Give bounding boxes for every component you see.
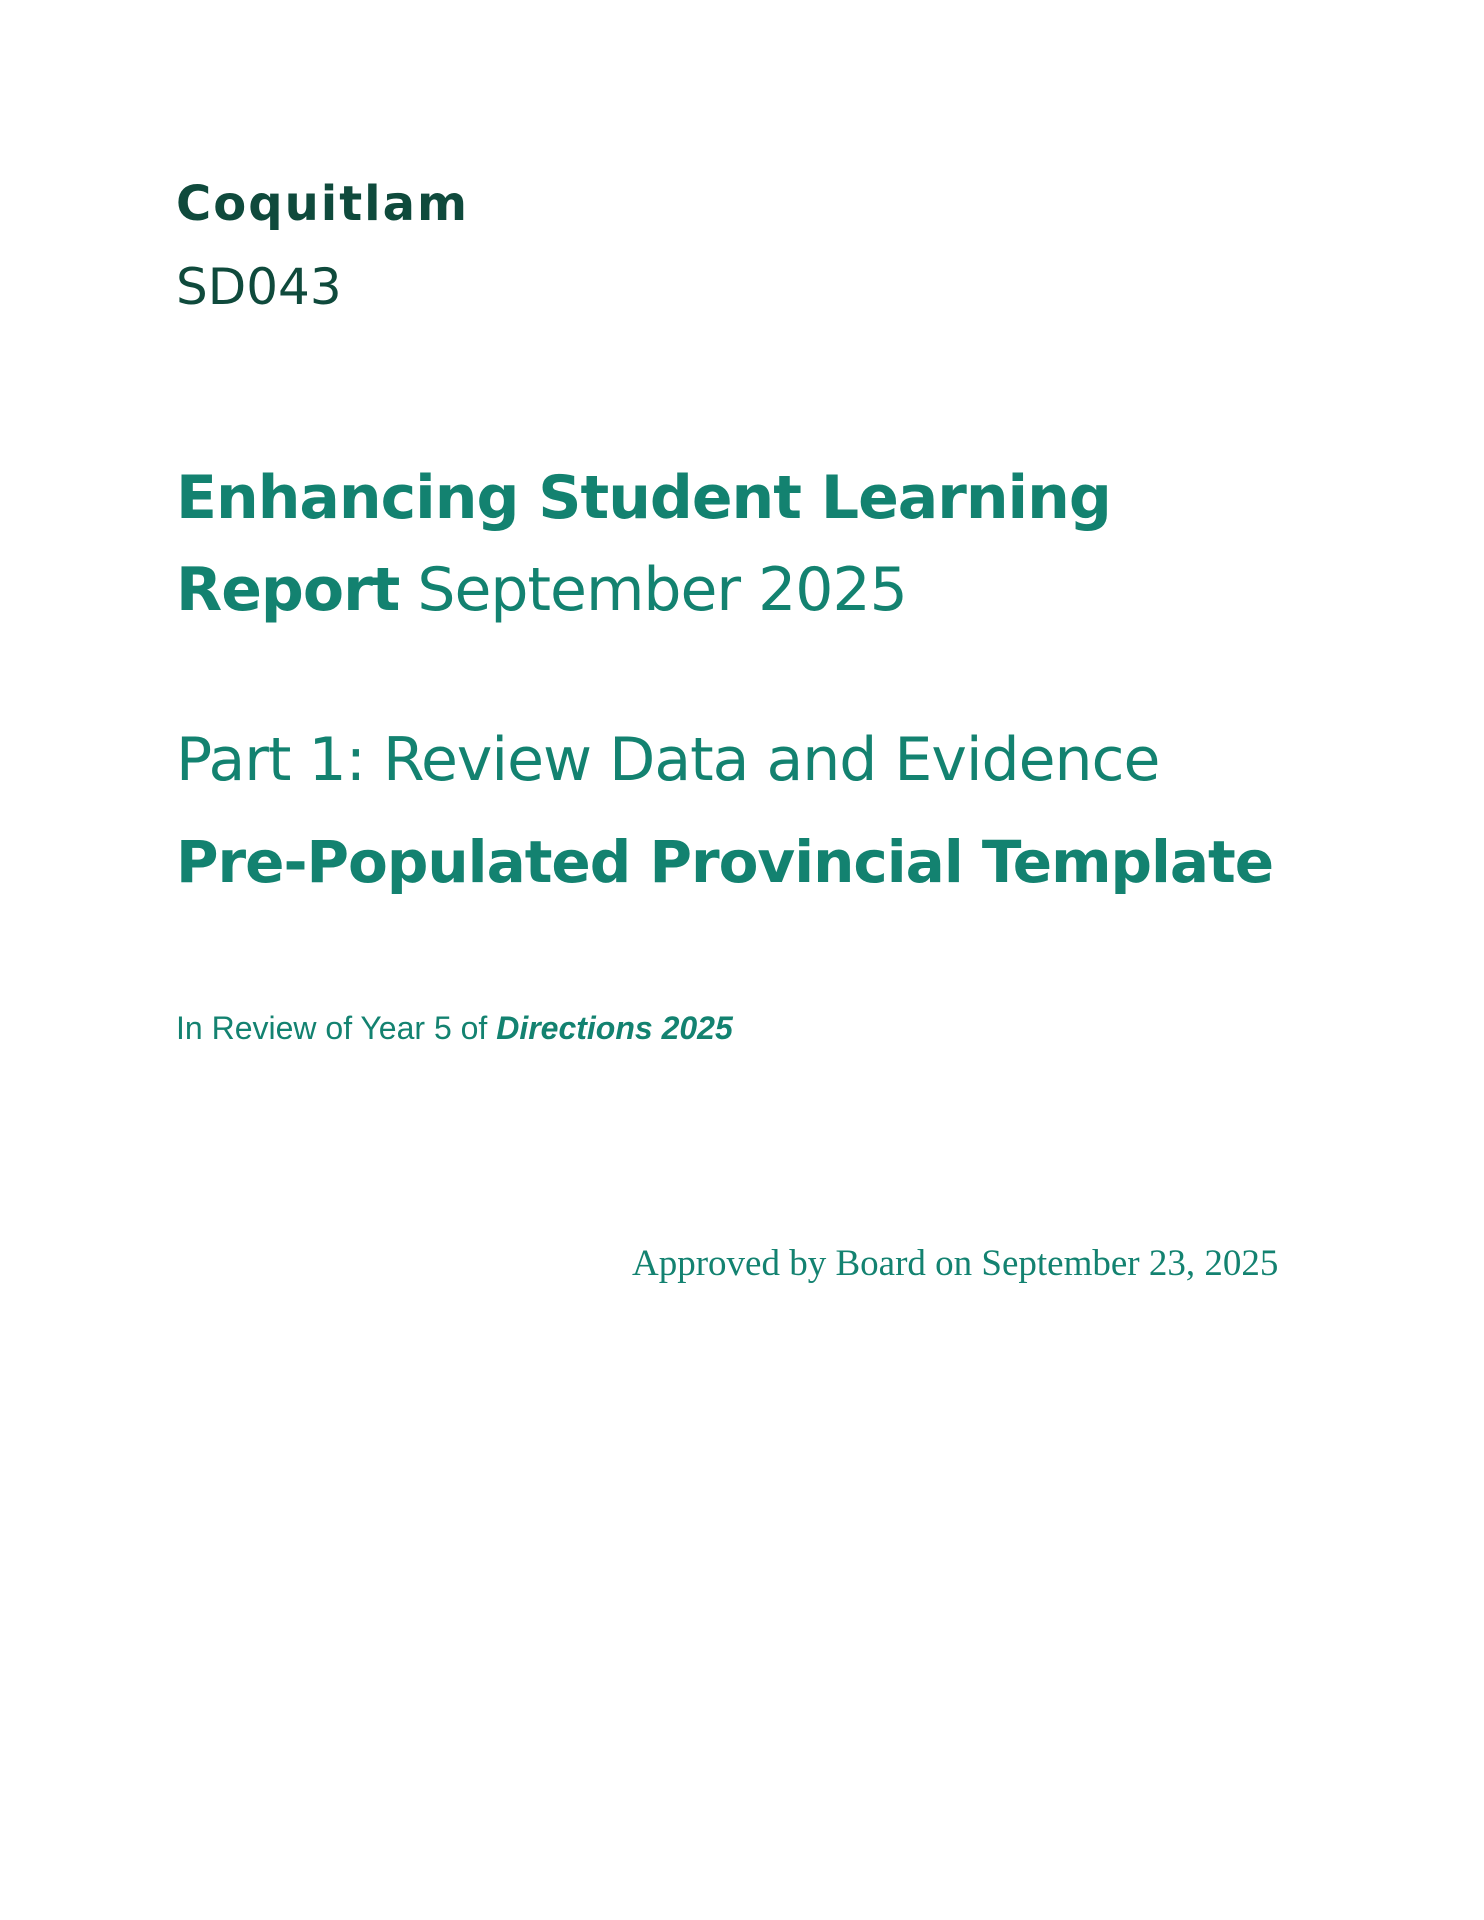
report-title-date: September 2025 bbox=[399, 555, 907, 625]
report-title-line1: Enhancing Student Learning bbox=[176, 463, 1111, 533]
review-prefix: In Review of Year 5 of bbox=[176, 1010, 497, 1046]
review-emphasis: Directions 2025 bbox=[496, 1010, 733, 1046]
report-title-bold-word: Report bbox=[176, 555, 400, 625]
review-line bbox=[176, 1012, 733, 1044]
report-title bbox=[176, 452, 1111, 636]
part-title: Part 1: Review Data and Evidence bbox=[176, 725, 1160, 795]
report-title-line2 bbox=[176, 544, 1111, 636]
approval-statement: Approved by Board on September 23, 2025 bbox=[632, 1243, 1279, 1284]
district-code: SD043 bbox=[176, 258, 342, 316]
template-title: Pre-Populated Provincial Template bbox=[176, 828, 1274, 896]
district-name: Coquitlam bbox=[176, 176, 469, 232]
